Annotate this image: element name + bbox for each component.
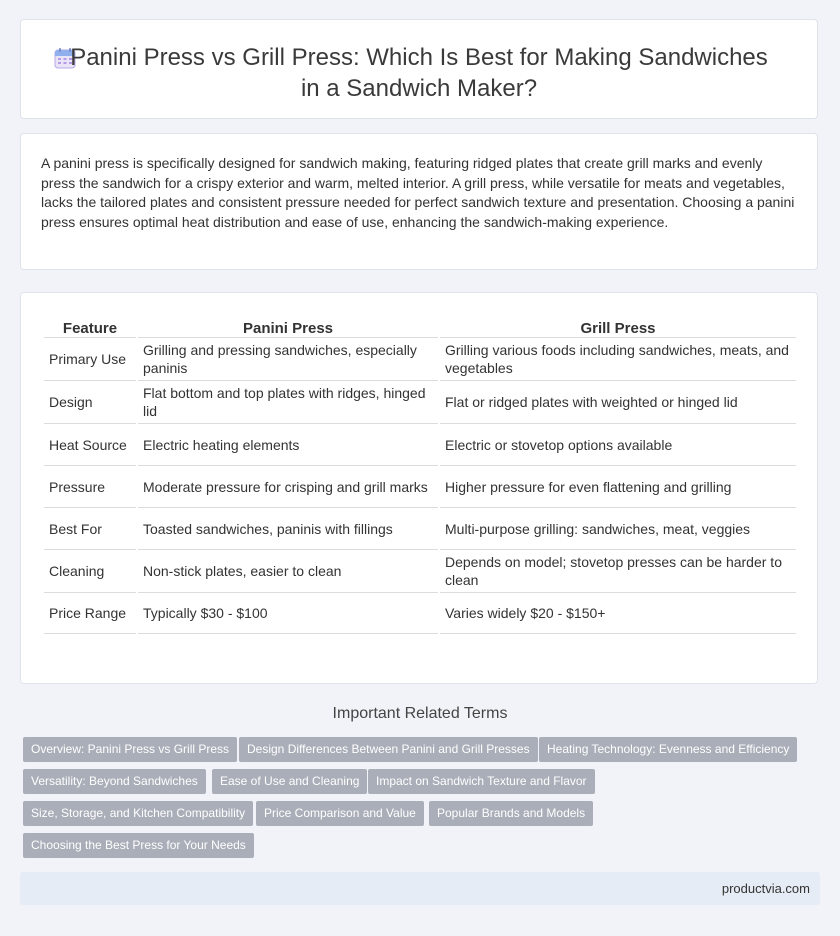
table-row xyxy=(44,337,796,380)
comparison-table xyxy=(42,313,798,634)
related-term-tag[interactable]: Price Comparison and Value xyxy=(256,801,424,826)
table-row xyxy=(44,592,796,634)
header-panini-press: Panini Press xyxy=(242,320,334,337)
cell-feature: Pressure xyxy=(44,465,136,507)
cell-feature: Price Range xyxy=(44,592,136,634)
cell-grill-press: Grilling various foods including sandwiches, meats, and vegetables xyxy=(440,337,796,380)
cell-grill-press: Higher pressure for even flattening and grilling xyxy=(440,465,796,507)
cell-feature: Best For xyxy=(44,507,136,549)
header-feature: Feature xyxy=(62,320,118,337)
related-term-tag[interactable]: Size, Storage, and Kitchen Compatibility xyxy=(23,801,253,826)
footer-site-link[interactable]: productvia.com xyxy=(721,881,810,896)
cell-feature: Primary Use xyxy=(44,337,136,380)
related-term-tag[interactable]: Heating Technology: Evenness and Efficiency xyxy=(539,737,797,762)
cell-feature: Heat Source xyxy=(44,423,136,465)
related-term-tag[interactable]: Ease of Use and Cleaning xyxy=(212,769,367,794)
table-row xyxy=(44,380,796,423)
page-title xyxy=(21,42,817,104)
cell-panini-press: Toasted sandwiches, paninis with fillings xyxy=(138,507,438,549)
cell-panini-press: Electric heating elements xyxy=(138,423,438,465)
related-terms-title: Important Related Terms xyxy=(332,705,508,722)
title-card xyxy=(20,19,818,119)
header-grill-press: Grill Press xyxy=(580,320,656,337)
cell-panini-press: Non-stick plates, easier to clean xyxy=(138,549,438,592)
comparison-table-card xyxy=(20,292,818,684)
footer xyxy=(20,872,820,905)
cell-panini-press: Flat bottom and top plates with ridges, hinged lid xyxy=(138,380,438,423)
related-term-tag[interactable]: Versatility: Beyond Sandwiches xyxy=(23,769,206,794)
table-row xyxy=(44,423,796,465)
table-row xyxy=(44,465,796,507)
cell-feature: Design xyxy=(44,380,136,423)
related-term-tag[interactable]: Design Differences Between Panini and Grill Presses xyxy=(239,737,538,762)
cell-grill-press: Electric or stovetop options available xyxy=(440,423,796,465)
cell-grill-press: Multi-purpose grilling: sandwiches, meat, veggies xyxy=(440,507,796,549)
page-title-line2: in a Sandwich Maker? xyxy=(300,75,538,102)
table-row xyxy=(44,549,796,592)
cell-panini-press: Grilling and pressing sandwiches, especially paninis xyxy=(138,337,438,380)
page-title-line1: Panini Press vs Grill Press: Which Is Best for Making Sandwiches xyxy=(70,44,768,71)
cell-panini-press: Typically $30 - $100 xyxy=(138,592,438,634)
cell-grill-press: Depends on model; stovetop presses can be harder to clean xyxy=(440,549,796,592)
cell-grill-press: Flat or ridged plates with weighted or hinged lid xyxy=(440,380,796,423)
related-term-tag[interactable]: Choosing the Best Press for Your Needs xyxy=(23,833,254,858)
table-header-row xyxy=(44,313,796,337)
intro-paragraph: A panini press is specifically designed for sandwich making, featuring ridged plates that create grill marks and evenly press the sandwich for a crispy exterior and warm, melted interior. A grill press, while versatile for meats and vegetables, lacks the tailored plates and consistent pressure needed for perfect sandwich texture and presentation. Choosing a panini press ensures optimal heat distribution and ease of use, enhancing the sandwich-making experience. xyxy=(41,155,795,230)
cell-grill-press: Varies widely $20 - $150+ xyxy=(440,592,796,634)
related-term-tag[interactable]: Impact on Sandwich Texture and Flavor xyxy=(368,769,595,794)
intro-card xyxy=(20,133,818,270)
cell-feature: Cleaning xyxy=(44,549,136,592)
related-term-tag[interactable]: Popular Brands and Models xyxy=(429,801,593,826)
table-row xyxy=(44,507,796,549)
related-term-tag[interactable]: Overview: Panini Press vs Grill Press xyxy=(23,737,237,762)
cell-panini-press: Moderate pressure for crisping and grill marks xyxy=(138,465,438,507)
